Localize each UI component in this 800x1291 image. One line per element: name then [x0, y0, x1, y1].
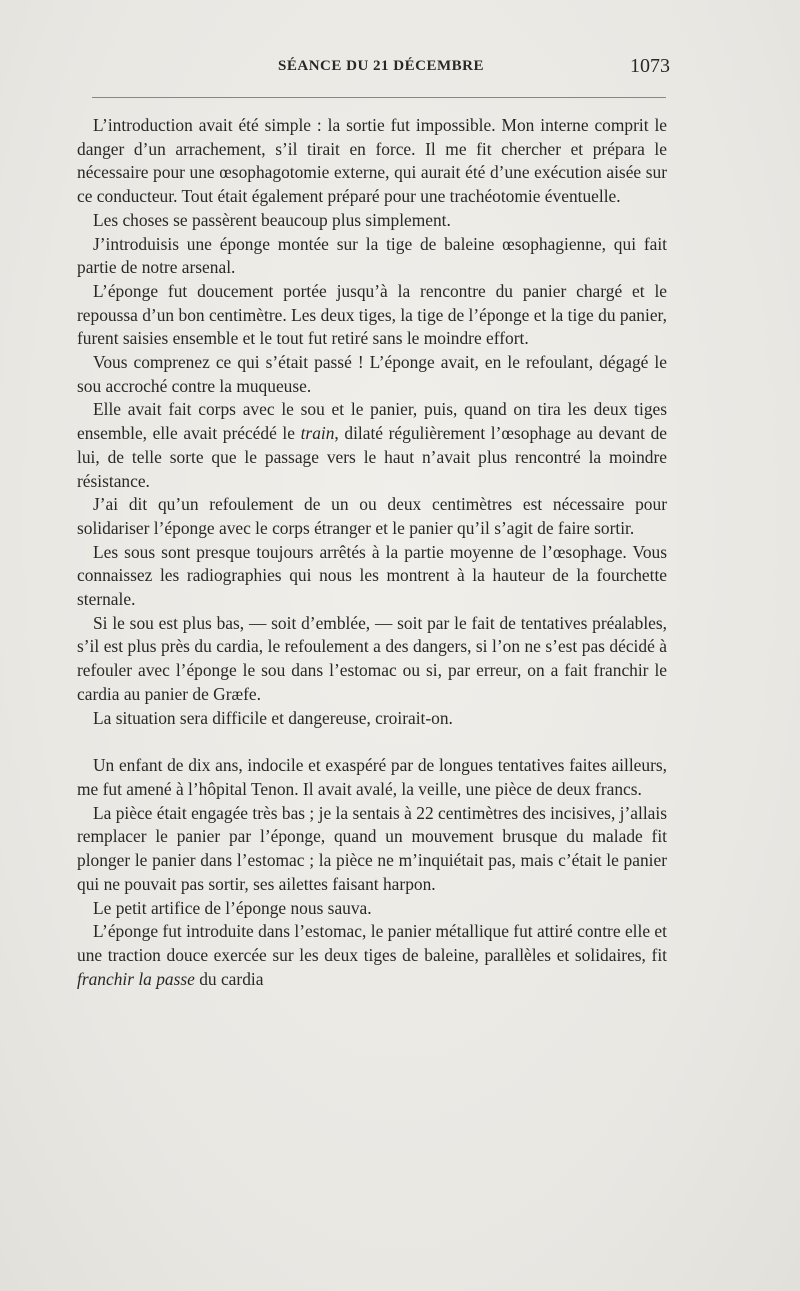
paragraph: La pièce était engagée très bas ; je la sentais à 22 centimètres des incisives, j’allais remplacer le panier par l’éponge, quand un mouvement brusque du malade fit plonger le panier dans l’estomac ; la pièce ne m’inquiétait pas, mais c’était le panier qui ne pouvait pas sortir, ses ailettes faisant harpon. — [77, 802, 667, 894]
paragraph: Les sous sont presque toujours arrêtés à la partie moyenne de l’œsophage. Vous connaissez les radiographies qui nous les montrent à la hauteur de la fourchette sternale. — [77, 541, 667, 610]
paragraph: Si le sou est plus bas, — soit d’emblée, — soit par le fait de tentatives préalables, s’il est plus près du cardia, le refoulement a des dangers, si l’on ne s’est pas décidé à refouler avec l’éponge le sou dans l’estomac ou si, par erreur, on a fait franchir le cardia au panier de Græfe. — [77, 612, 667, 704]
header-rule — [92, 97, 666, 98]
paragraph-text: , dilaté régulièrement l’œsophage au devant de lui, de telle sorte que le passage vers le haut n’avait plus rencontré la moindre résistance. — [77, 423, 667, 491]
paragraph-text: L’éponge fut introduite dans l’estomac, le panier métallique fut attiré contre elle et une traction douce exercée sur les deux tiges de baleine, parallèles et solidaires, fit — [77, 921, 667, 965]
paragraph-text: Elle avait fait corps avec le sou et le panier, puis, quand on tira les deux tiges ensemble, elle avait précédé le — [77, 399, 667, 444]
paragraph: Les choses se passèrent beaucoup plus simplement. — [93, 209, 451, 230]
paragraph-text: du cardia — [194, 968, 264, 989]
italic-term: franchir la passe — [77, 968, 195, 989]
running-title: SÉANCE DU 21 DÉCEMBRE — [278, 58, 484, 74]
paragraph: L’introduction avait été simple : la sortie fut impossible. Mon interne comprit le danger d’un arrachement, s’il tirait en force. Il me fit chercher et prépara le nécessaire pour une œsophagotomie externe, qui aurait été d’une exécution aisée sur ce conducteur. Tout était également préparé pour une trachéotomie éventuelle. — [77, 115, 667, 207]
body-text — [77, 114, 667, 991]
paragraph — [77, 920, 667, 991]
paragraph: Un enfant de dix ans, indocile et exaspéré par de longues tentatives faites ailleurs, me fut amené à l’hôpital Tenon. Il avait avalé, la veille, une pièce de deux francs. — [77, 755, 667, 799]
paragraph — [77, 398, 667, 493]
paragraph: Vous comprenez ce qui s’était passé ! L’éponge avait, en le refoulant, dégagé le sou accroché contre la muqueuse. — [77, 352, 667, 396]
paragraph: L’éponge fut doucement portée jusqu’à la rencontre du panier chargé et le repoussa d’un bon centimètre. Les deux tiges, la tige de l’éponge et la tige du panier, furent saisies ensemble et le tout fut retiré sans le moindre effort. — [77, 280, 667, 349]
paragraph: J’introduisis une éponge montée sur la tige de baleine œsophagienne, qui fait partie de notre arsenal. — [77, 233, 667, 278]
page-number: 1073 — [630, 55, 670, 77]
paragraph: Le petit artifice de l’éponge nous sauva. — [93, 897, 372, 918]
page-header — [92, 55, 670, 84]
italic-term: train — [300, 423, 335, 444]
paragraph: J’ai dit qu’un refoulement de un ou deux centimètres est nécessaire pour solidariser l’éponge avec le corps étranger et le panier qu’il s’agit de faire sortir. — [77, 494, 667, 538]
paragraph: La situation sera difficile et dangereuse, croirait-on. — [93, 707, 453, 728]
